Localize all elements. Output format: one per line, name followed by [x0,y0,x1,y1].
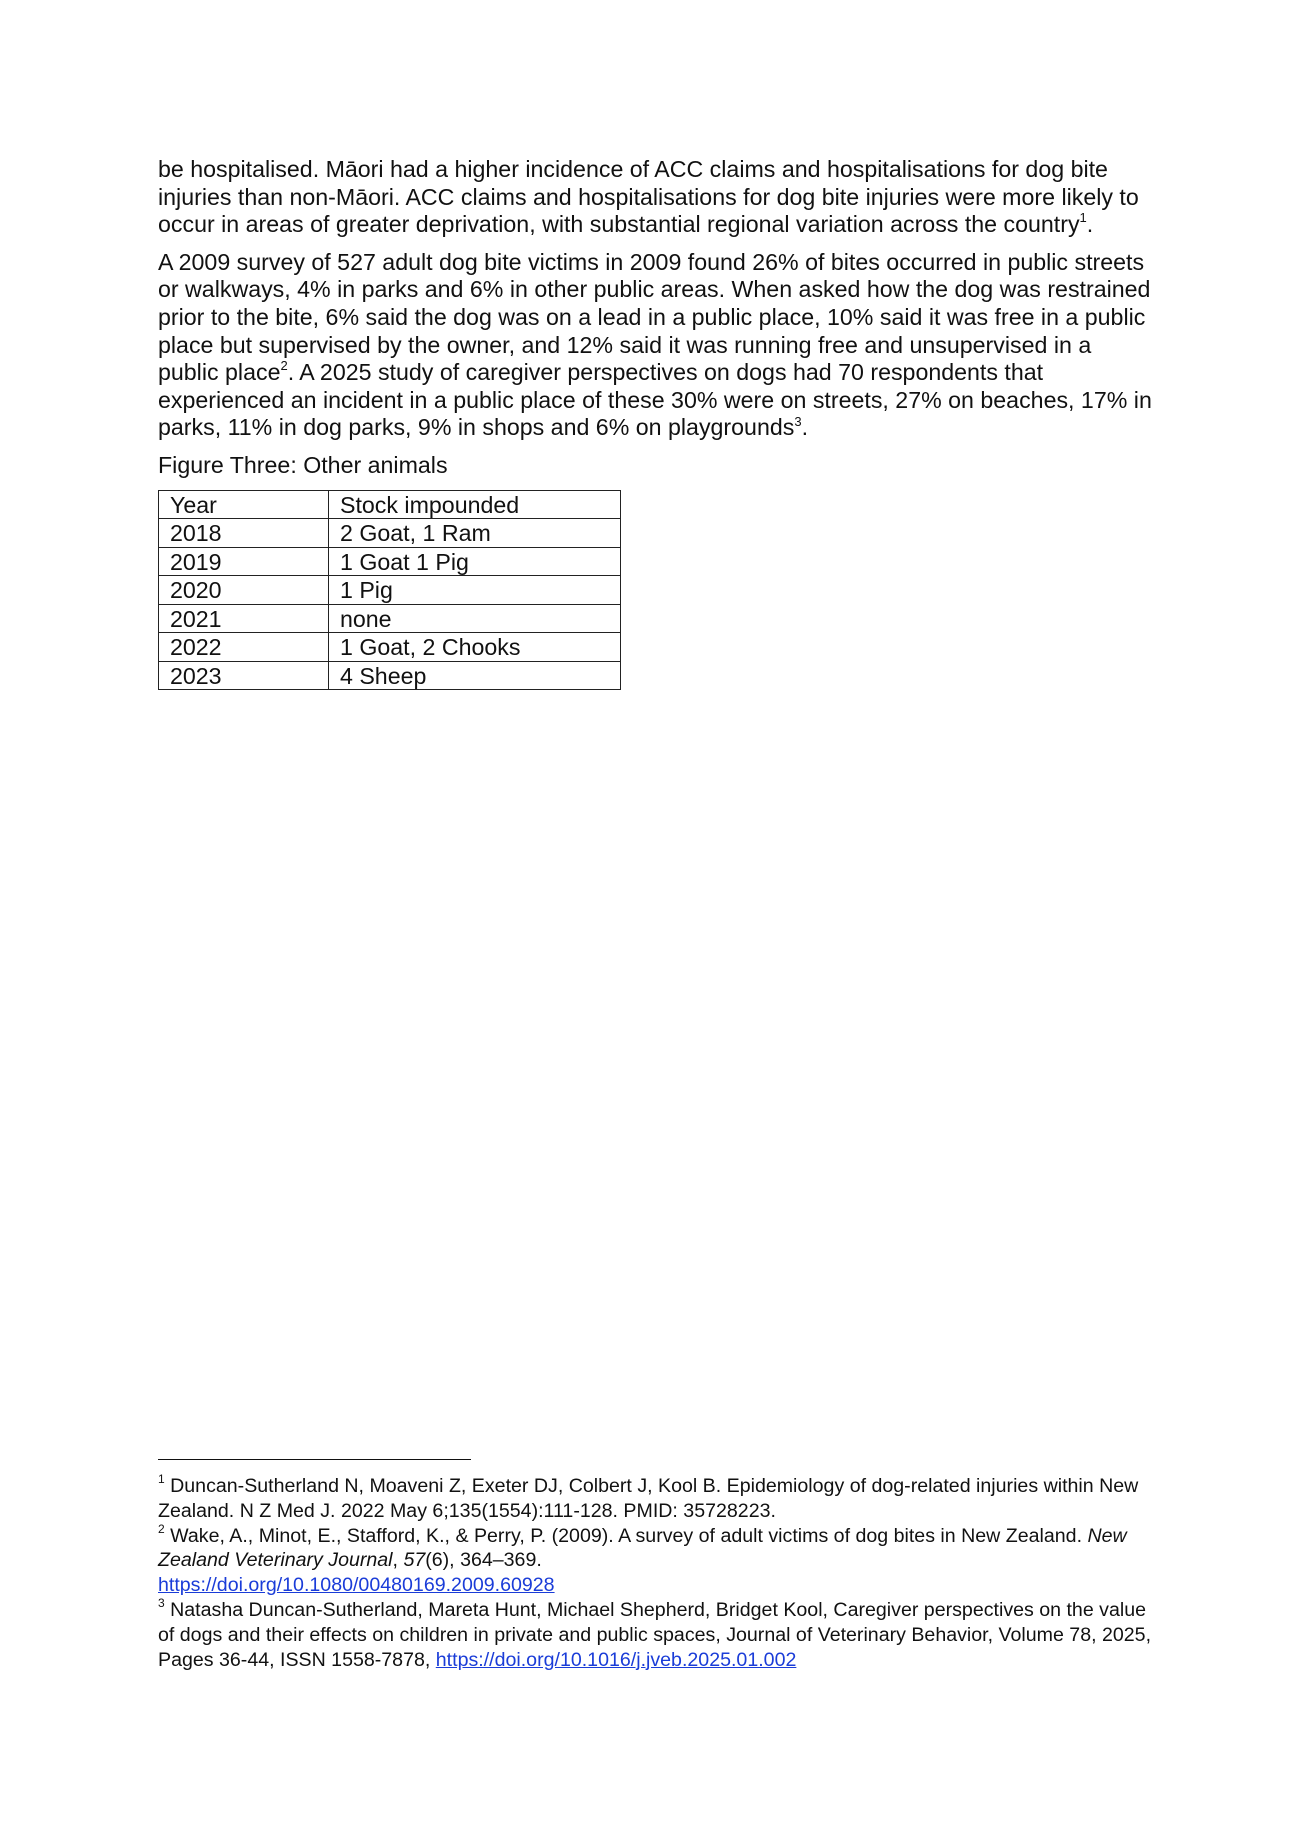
table-cell-stock: 2 Goat, 1 Ram [329,519,621,548]
footnote-2-text-b: , [392,1549,404,1572]
paragraph-2-text-b: . A 2025 study of caregiver perspectives on dogs had 70 respondents that experienced an incident in a public place of these 30% were on streets, 27% on beaches, 17% in parks, 11% in dog parks, 9% in shops and 6% on playgrounds [158,359,1152,441]
footnote-1-text: Duncan-Sutherland N, Moaveni Z, Exeter DJ, Colbert J, Kool B. Epidemiology of dog-related injuries within New Zealand. N Z Med J. 2022 May 6;135(1554):111-128. PMID: 35728223. [158,1475,1139,1522]
table-header-row [159,490,621,519]
footnote-ref-1[interactable]: 1 [1079,210,1087,226]
footnote-ref-3[interactable]: 3 [794,413,802,429]
table-cell-year: 2019 [159,547,329,576]
footnote-separator [158,1459,471,1460]
table-row [159,633,621,662]
stock-impounded-table [158,490,621,691]
footnotes [158,1474,1158,1672]
footnote-ref-2[interactable]: 2 [280,358,288,374]
footnote-number: 1 [158,1472,165,1487]
paragraph-1-text: be hospitalised. Māori had a higher incidence of ACC claims and hospitalisations for dog bite injuries than non-Māori. ACC claims and hospitalisations for dog bite injuries were more likely to occur in areas of greater deprivation, with substantial regional variation across the country [158,156,1139,238]
paragraph-2-text-a: A 2009 survey of 527 adult dog bite victims in 2009 found 26% of bites occurred in public streets or walkways, 4% in parks and 6% in other public areas. When asked how the dog was restrained prior to the bite, 6% said the dog was on a lead in a public place, 10% said it was free in a public place but supervised by the owner, and 12% said it was running free and unsupervised in a public place [158,248,1151,386]
table-row [159,604,621,633]
footnote-2 [158,1524,1158,1598]
footnote-3-doi-link[interactable]: https://doi.org/10.1016/j.jveb.2025.01.002 [435,1648,797,1671]
table-cell-year: 2023 [159,661,329,690]
paragraph-2-end: . [801,414,809,441]
table-cell-stock: 1 Pig [329,576,621,605]
footnote-number: 3 [158,1596,165,1611]
paragraph-hospitalisation [158,156,1153,239]
table-cell-year: 2021 [159,604,329,633]
footnote-3-text: Natasha Duncan-Sutherland, Mareta Hunt, Michael Shepherd, Bridget Kool, Caregiver perspectives on the value of dogs and their effects on children in private and public spaces, Journal of Veterinary Behavior, Volume 78, 2025, Pages 36-44, ISSN 1558-7878, [158,1598,1152,1671]
table-cell-stock: 1 Goat, 2 Chooks [329,633,621,662]
table-cell-year: 2018 [159,519,329,548]
table-header-stock: Stock impounded [329,490,621,519]
paragraph-survey [158,249,1153,442]
footnote-number: 2 [158,1522,165,1537]
table-cell-year: 2020 [159,576,329,605]
table-row [159,661,621,690]
table-cell-stock: 1 Goat 1 Pig [329,547,621,576]
footnote-2-text-c: (6), 364–369. [425,1549,542,1572]
table-row [159,576,621,605]
body-text [158,156,1153,690]
paragraph-1-end: . [1086,211,1094,238]
footnote-2-doi-link[interactable]: https://doi.org/10.1080/00480169.2009.60928 [158,1574,555,1597]
stock-table-body [159,490,621,690]
table-cell-stock: none [329,604,621,633]
table-row [159,519,621,548]
footnote-3 [158,1598,1158,1672]
footnote-2-text-a: Wake, A., Minot, E., Stafford, K., & Perry, P. (2009). A survey of adult victims of dog bites in New Zealand. [164,1524,1088,1547]
table-row [159,547,621,576]
footnote-2-journal: New Zealand Veterinary Journal [158,1524,1127,1572]
table-cell-year: 2022 [159,633,329,662]
table-header-year: Year [159,490,329,519]
table-cell-stock: 4 Sheep [329,661,621,690]
footnote-1 [158,1474,1158,1524]
footnote-2-volume: 57 [403,1549,426,1572]
figure-caption: Figure Three: Other animals [158,451,448,478]
